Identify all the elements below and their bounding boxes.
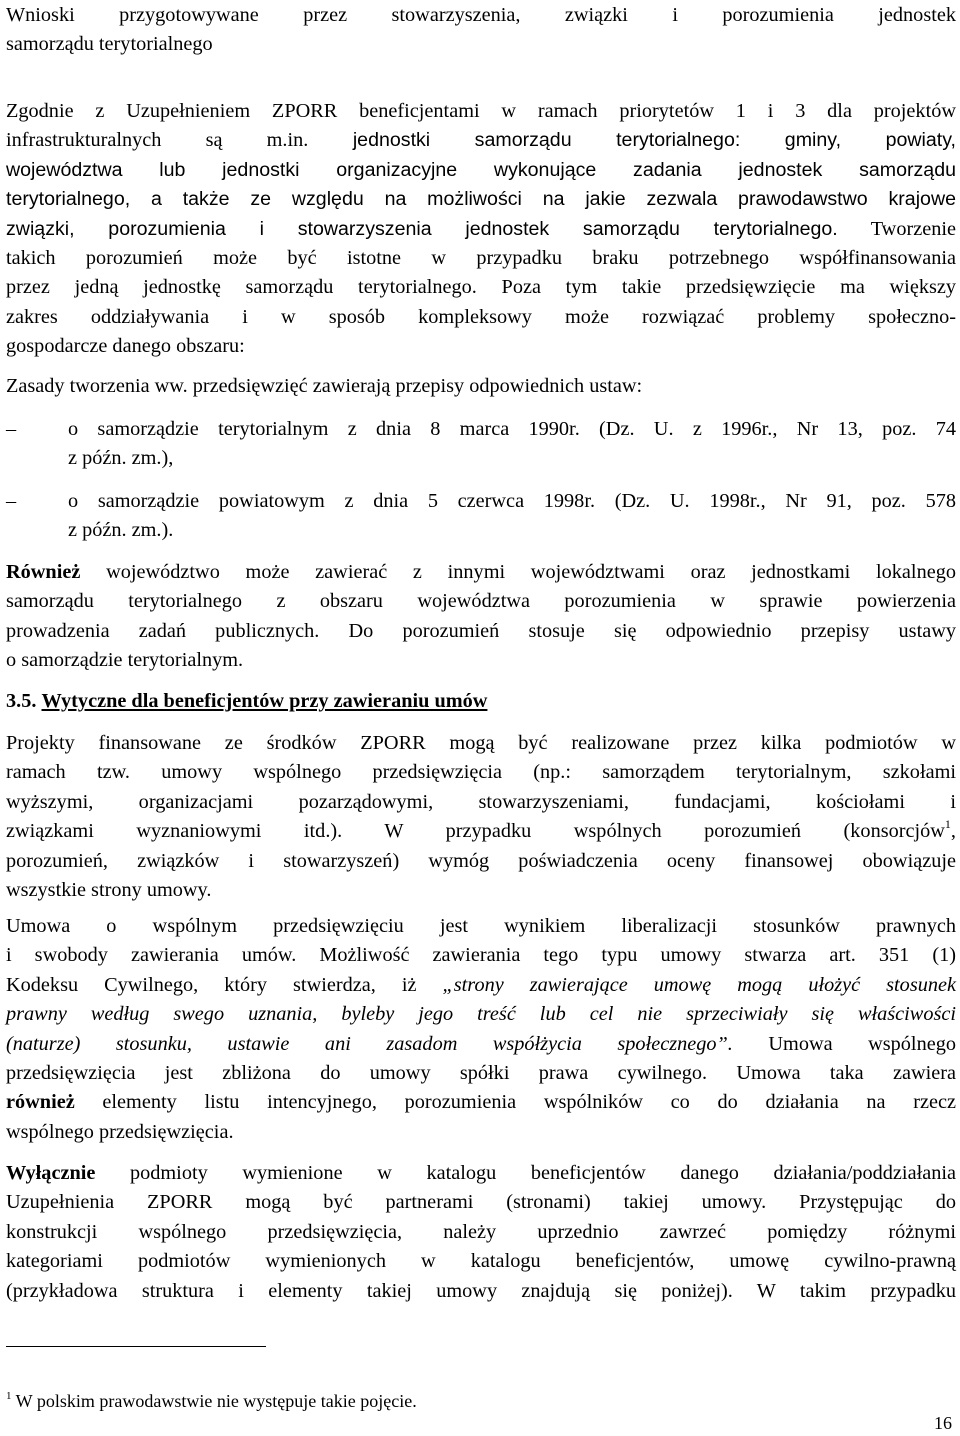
also-line [6, 558, 956, 587]
contract-line [6, 1030, 956, 1059]
intro-text-serif: przez jedną jednostkę samorządu terytorialnego. [6, 276, 477, 299]
also-text: województwo może zawierać z innymi województwami oraz jednostkami lokalnego [80, 561, 956, 583]
footnote-mark: 1 [6, 1390, 12, 1402]
contract-paragraph [6, 912, 956, 1147]
list-item-line: o samorządzie terytorialnym z dnia 8 marca 1990r. (Dz. U. z 1996r., Nr 13, poz. 74 [68, 418, 956, 440]
rules-intro: Zasady tworzenia ww. przedsięwzięć zawierają przepisy odpowiednich ustaw: [6, 375, 643, 397]
page-number: 16 [934, 1413, 952, 1433]
quoted-text: (naturze) stosunku, ustawie ani zasadom współżycia społecznego”. [6, 1032, 733, 1055]
contract-line [6, 1088, 956, 1117]
intro-line: zakres oddziaływania i w sposób kompleksowy może rozwiązać problemy społeczno- [6, 305, 956, 328]
exclusive-line [6, 1159, 956, 1188]
intro-text-sans: jednostki samorządu terytorialnego: gminy, powiaty, [308, 129, 956, 152]
emphasis-text: Wyłącznie [6, 1162, 96, 1184]
dash-bullet-icon: – [6, 490, 17, 512]
intro-line [6, 215, 956, 244]
intro-text-sans: związki, porozumienia i stowarzyszenia jednostek samorządu terytorialnego. [6, 217, 838, 240]
contract-line [6, 971, 956, 1000]
projects-line: wszystkie strony umowy. [6, 879, 212, 902]
list-item-line: z późn. zm.), [68, 447, 174, 470]
exclusive-line: Uzupełnienia ZPORR mogą być partnerami (stronami) takiej umowy. Przystępując do [6, 1191, 956, 1214]
footnote-divider [6, 1346, 266, 1347]
projects-line: ramach tzw. umowy wspólnego przedsięwzięcia (np.: samorządem terytorialnym, szkołami [6, 761, 956, 784]
quoted-text: „strony zawierające umowę mogą ułożyć stosunek [442, 973, 957, 996]
list-item-line: z późn. zm.). [68, 519, 174, 542]
exclusive-paragraph [6, 1159, 956, 1306]
projects-line: wyższymi, organizacjami pozarządowymi, stowarzyszeniami, fundacjami, kościołami i [6, 790, 956, 813]
subtitle-line-1: Wnioski przygotowywane przez stowarzyszenia, związki i porozumienia jednostek [6, 4, 956, 26]
exclusive-line: (przykładowa struktura i elementy takiej umowy znajdują się poniżej). W takim przypadku [6, 1279, 956, 1302]
emphasis-text: również [6, 1091, 75, 1114]
also-line: o samorządzie terytorialnym. [6, 649, 244, 672]
dash-bullet-icon: – [6, 418, 17, 440]
intro-line [6, 126, 956, 155]
list-item [0, 487, 960, 547]
list-item-text [68, 487, 956, 546]
quoted-text: prawny według swego uznania, byleby jego treść lub cel nie sprzeciwiały się właściwości [6, 1003, 956, 1026]
contract-text: Umowa wspólnego [732, 1032, 956, 1055]
intro-line: województwa lub jednostki organizacyjne wykonujące zadania jednostek samorządu [6, 158, 956, 181]
section-title: Wytyczne dla beneficjentów przy zawieraniu umów [41, 690, 488, 712]
footnote-reference[interactable]: 1 [944, 817, 951, 832]
intro-text-serif: Poza tym takie przedsięwzięcie ma większy [476, 276, 956, 299]
list-item-text [68, 415, 956, 474]
intro-line: takich porozumień może być istotne w przypadku braku potrzebnego współfinansowania [6, 247, 956, 270]
exclusive-line: kategoriami podmiotów wymienionych w katalogu beneficjentów, umowę cywilno-prawną [6, 1250, 956, 1273]
projects-text: związkami wyznaniowymi itd.). W przypadku wspólnych porozumień (konsorcjów [6, 820, 945, 843]
projects-line: Projekty finansowane ze środków ZPORR mogą być realizowane przez kilka podmiotów w [6, 732, 956, 754]
exclusive-text: podmioty wymienione w katalogu beneficjentów danego działania/poddziałania [95, 1162, 956, 1184]
emphasis-text: Również [6, 561, 81, 583]
contract-text: elementy listu intencyjnego, porozumienia wspólników co do działania na rzecz [74, 1091, 956, 1114]
contract-line: Umowa o wspólnym przedsięwzięciu jest wynikiem liberalizacji stosunków prawnych [6, 915, 956, 937]
section-number: 3.5. [6, 690, 37, 712]
projects-paragraph [6, 729, 956, 905]
projects-line [6, 817, 956, 846]
contract-text: Kodeksu Cywilnego, który stwierdza, iż [6, 973, 443, 996]
subtitle-line-2: samorządu terytorialnego [6, 33, 213, 56]
also-line: samorządu terytorialnego z obszaru województwa porozumienia w sprawie powierzenia [6, 590, 956, 613]
section-subtitle [6, 1, 956, 60]
list-item [0, 415, 960, 475]
intro-text-serif: Tworzenie [837, 217, 956, 240]
contract-line: i swobody zawierania umów. Możliwość zawierania tego typu umowy stwarza art. 351 (1) [6, 944, 956, 967]
footnote [6, 1384, 417, 1413]
section-heading [6, 687, 956, 716]
intro-line [6, 273, 956, 302]
intro-line: gospodarcze danego obszaru: [6, 335, 245, 358]
list-item-line: o samorządzie powiatowym z dnia 5 czerwca 1998r. (Dz. U. 1998r., Nr 91, poz. 578 [68, 490, 956, 512]
also-paragraph [6, 558, 956, 676]
projects-text: , [950, 820, 956, 843]
intro-paragraph [6, 97, 956, 362]
projects-line: porozumień, związków i stowarzyszeń) wymóg poświadczenia oceny finansowej obowiązuje [6, 849, 956, 872]
footnote-text: W polskim prawodawstwie nie występuje takie pojęcie. [11, 1391, 417, 1411]
contract-line [6, 1000, 956, 1029]
contract-line: wspólnego przedsięwzięcia. [6, 1120, 234, 1143]
also-line: prowadzenia zadań publicznych. Do porozumień stosuje się odpowiednio przepisy ustawy [6, 619, 956, 642]
contract-line: przedsięwzięcia jest zbliżona do umowy spółki prawa cywilnego. Umowa taka zawiera [6, 1062, 956, 1085]
intro-line: terytorialnego, a także ze względu na możliwości na jakie zezwala prawodawstwo krajowe [6, 188, 956, 211]
intro-text-serif: infrastrukturalnych są m.in. [6, 129, 309, 152]
intro-line: Zgodnie z Uzupełnieniem ZPORR beneficjentami w ramach priorytetów 1 i 3 dla projektów [6, 100, 956, 122]
exclusive-line: konstrukcji wspólnego przedsięwzięcia, należy uprzednio zawrzeć pomiędzy różnymi [6, 1220, 956, 1243]
